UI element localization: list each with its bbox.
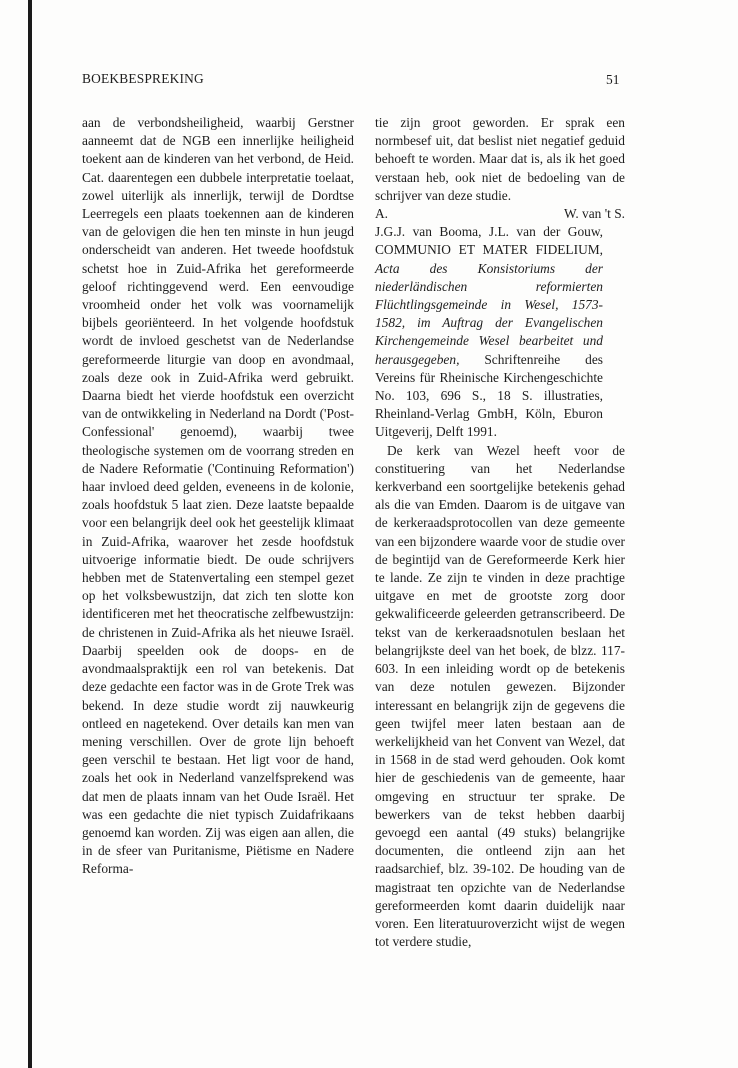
review-continuation: tie zijn groot geworden. Er sprak een normbesef uit, dat beslist niet negatief geduid behoeft te worden. Maar dat is, als ik het goed verstaan heb, ook niet de bedoeling van de schrijver van deze studie. <box>375 115 625 203</box>
bibliographic-entry <box>375 223 603 441</box>
bib-title: Acta des Konsistoriums der niederländischen reformierten Flüchtlingsgemeinde in Wesel, 1573-1582, im Auftrag der Evangelischen Kirchengemeinde Wesel bearbeitet und herausgegeben, <box>375 260 603 367</box>
left-column <box>82 114 354 879</box>
bib-authors: J.G.J. van Booma, J.L. van der Gouw, COMMUNIO ET MATER FIDELIUM, <box>375 224 603 258</box>
right-column <box>375 114 625 951</box>
signature-name: W. van 't S. <box>563 206 625 222</box>
page-number: 51 <box>606 72 620 87</box>
running-header: BOEKBESPREKING <box>82 71 204 86</box>
signature-initial: A. <box>375 206 389 222</box>
left-column-text: aan de verbondsheiligheid, waarbij Gerstner aanneemt dat de NGB een innerlijke heiligheid toekent aan de kinderen van het verbond, de Heid. Cat. daarentegen een dubbele interpretatie toelaat, zowel uiterlijk als innerlijk, terwijl de Dordtse Leerregels een plaats toekennen aan de kinderen van de gelovigen die hen ten minste in hun jeugd onderscheidt van anderen. Het tweede hoofdstuk schetst hoe in Zuid-Afrika het gereformeerde geloof richtinggevend werd. Een eenvoudige vroomheid onder het volk was voornamelijk bijbels georiënteerd. In het volgende hoofdstuk wordt de invloed geschetst van de Nederlandse gereformeerde liturgie van doop en avondmaal, zoals deze ook in Zuid-Afrika werd gebruikt. Daarna biedt het vierde hoofdstuk een overzicht van de ontwikkeling in Nederland na Dordt ('Post-Confessional' genoemd), waarbij twee theologische systemen om de voorrang streden en de Nadere Reformatie ('Continuing Reformation') haar invloed deed gelden, eveneens in de kolonie, zoals hoofdstuk 5 laat zien. Deze laatste bepaalde voor een belangrijk deel ook het geestelijk klimaat in Zuid-Afrika, waarover het zesde hoofdstuk uitvoerige informatie biedt. De oude schrijvers hebben met de Statenvertaling een stempel gezet op het volksbewustzijn, dat zich ten slotte kon identificeren met het theocratische zelfbewustzijn: de christenen in Zuid-Afrika als het nieuwe Israël. Daarbij speelden ook de doops- en de avondmaalspraktijk een rol van betekenis. Dat deze gedachte een factor was in de Grote Trek was bekend. In deze studie wordt zij nauwkeurig ontleed en nagetekend. Over details kan men van mening verschillen. Over de grote lijn behoeft geen verschil te bestaan. Het ligt voor de hand, zoals het ook in Nederland vanzelfsprekend was dat men de plaats innam van het Oude Israël. Het was een gedachte die niet typisch Zuidafrikaans genoemd kan worden. Zij was eigen aan allen, die in de sfeer van Puritanisme, Piëtisme en Nadere Reforma- <box>82 115 354 877</box>
review-signature <box>375 205 625 223</box>
bib-details: Schriftenreihe des Vereins für Rheinische Kirchengeschichte No. 103, 696 S., 18 S. illustraties, Rheinland-Verlag GmbH, Köln, Eburon Uitgeverij, Delft 1991. <box>375 351 603 440</box>
review-body: De kerk van Wezel heeft voor de constituering van het Nederlandse kerkverband een soortgelijke betekenis gehad als die van Emden. Daarom is de uitgave van de kerkeraadsprotocollen van deze gemeente van een bijzondere waarde voor de studie over de begintijd van de Gereformeerde Kerk hier te lande. Ze zijn te vinden in deze prachtige uitgave en met de grootste zorg door gekwalificeerde geleerden getranscribeerd. De tekst van de kerkeraadsnotulen beslaan het belangrijkste deel van het boek, de blzz. 117-603. In een inleiding wordt op de betekenis van deze notulen gewezen. Bijzonder interessant en belangrijk zijn de gegevens die geen twijfel meer laten bestaan aan de werkelijkheid van het Convent van Wezel, dat in 1568 in de stad werd gehouden. Ook komt hier de geschiedenis van de gemeente, haar omgeving en structuur ter sprake. De bewerkers van de tekst hebben daarbij gevoegd een aantal (49 stuks) belangrijke documenten, die ontleend zijn aan het raadsarchief, blz. 39-102. De houding van de magistraat ten opzichte van de Nederlandse gereformeerden komt daarin duidelijk naar voren. Een literatuuroverzicht wijst de wegen tot verdere studie, <box>375 442 625 950</box>
page-binding-edge <box>28 0 32 1068</box>
